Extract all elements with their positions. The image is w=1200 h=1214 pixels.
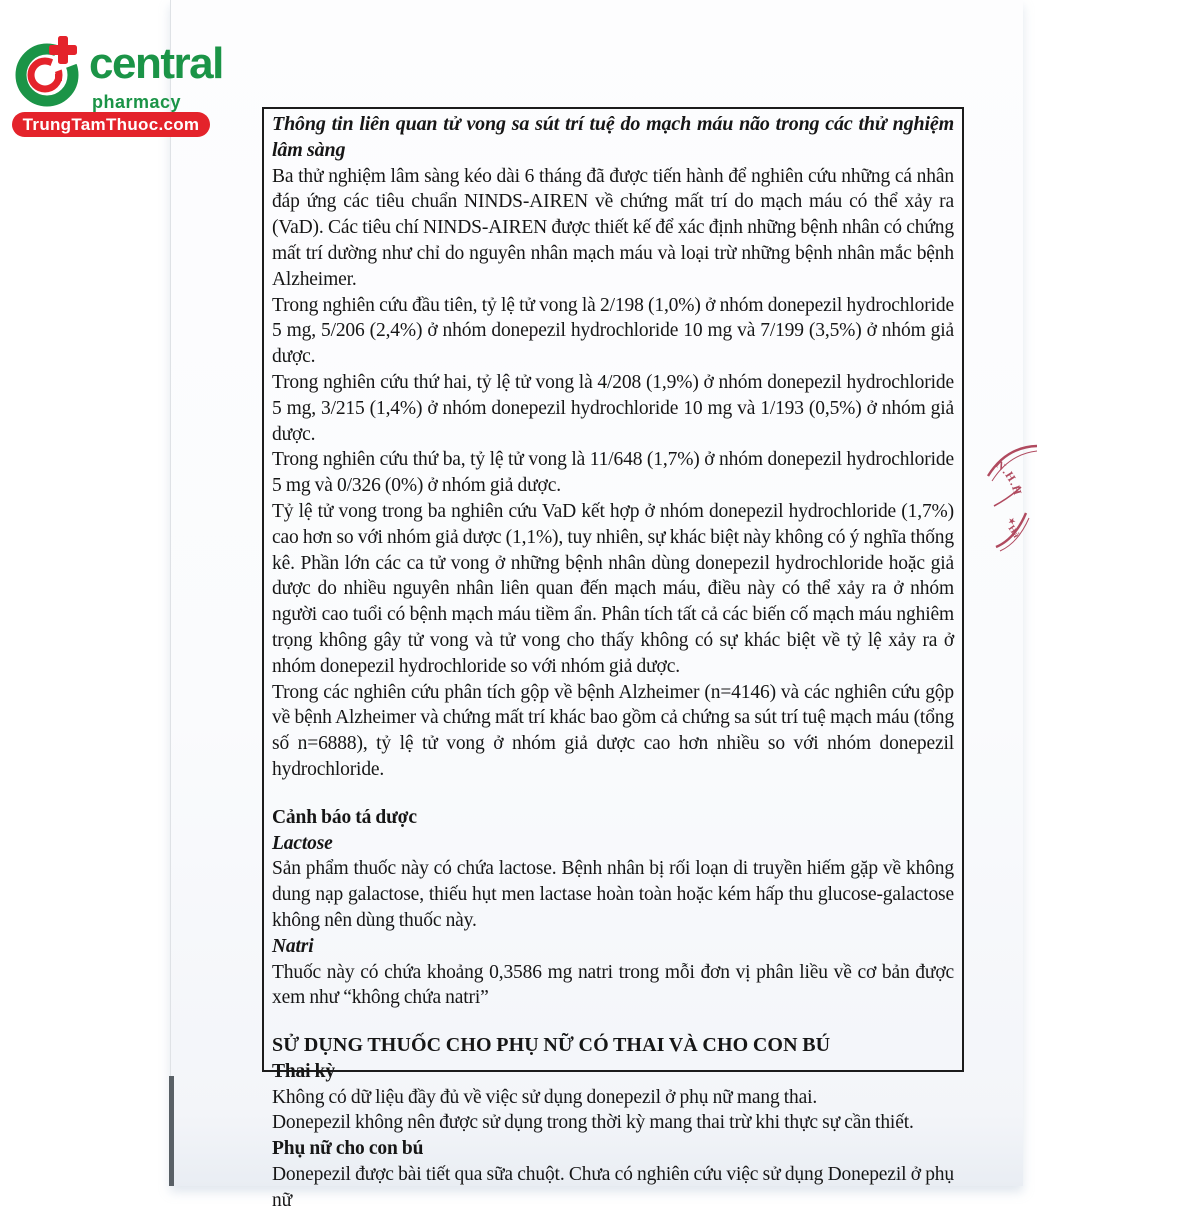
- paragraph: Thuốc này có chứa khoảng 0,3586 mg natri trong mỗi đơn vị phân liều về cơ bản được xem như “không chứa natri”: [272, 961, 954, 1009]
- paragraph: Trong nghiên cứu thứ ba, tỷ lệ tử vong là 11/648 (1,7%) ở nhóm donepezil hydrochloride 5 mg và 0/326 (0%) ở nhóm giả dược.: [272, 449, 954, 497]
- document-heading: Thai kỳ: [272, 1060, 335, 1082]
- paragraph: Ba thử nghiệm lâm sàng kéo dài 6 tháng đã được tiến hành để nghiên cứu những cá nhân đáp ứng các tiêu chuẩn NINDS-AIREN về chứng mất trí do mạch máu có thể xảy ra (VaD). Các tiêu chí NINDS-AIREN được thiết kế để xác định những bệnh nhân có chứng mất trí dường như chỉ do nguyên nhân mạch máu và loại trừ những bệnh nhân mắc bệnh Alzheimer.: [272, 165, 954, 290]
- logo-brand-text: central: [89, 39, 223, 88]
- stamp-initials: N.H.H: [993, 459, 1024, 498]
- paragraph: Tỷ lệ tử vong trong ba nghiên cứu VaD kết hợp ở nhóm donepezil hydrochloride (1,7%) cao hơn so với nhóm giả dược (1,1%), tuy nhiên, sự khác biệt này không có ý nghĩa thống kê. Phần lớn các ca tử vong ở những bệnh nhân dùng donepezil hydrochloride hoặc giả dược do nhiều nguyên nhân liên quan đến mạch máu, điều này có thể xảy ra ở nhóm người cao tuổi có bệnh mạch máu tiềm ẩn. Phân tích tất cả các biến cố mạch máu nghiêm trọng không gây tử vong và tử vong cho thấy không có sự khác biệt về tỷ lệ xảy ra ở nhóm donepezil hydrochloride so với nhóm giả dược.: [272, 500, 954, 677]
- logo-tagline-text: pharmacy: [92, 92, 182, 112]
- paragraph: Donepezil không nên được sử dụng trong thời kỳ mang thai trừ khi thực sự cần thiết.: [272, 1112, 914, 1134]
- document-text-box: [262, 107, 964, 1211]
- central-pharmacy-logo: [0, 0, 240, 150]
- paragraph: Sản phẩm thuốc này có chứa lactose. Bệnh nhân bị rối loạn di truyền hiếm gặp về không dung nạp galactose, thiếu hụt men lactase hoàn toàn hoặc kém hấp thu glucose-galactose không nên dùng thuốc này.: [272, 858, 954, 931]
- scan-edge-shadow: [169, 1076, 174, 1186]
- document-heading: Thông tin liên quan tử vong sa sút trí tuệ do mạch máu não trong các thử nghiệm lâm sàng: [272, 113, 954, 161]
- paragraph: Không có dữ liệu đầy đủ về việc sử dụng donepezil ở phụ nữ mang thai.: [272, 1086, 818, 1108]
- logo-c-icon: [14, 34, 84, 110]
- stamp-seal-icon: [984, 440, 1042, 562]
- paragraph: Trong nghiên cứu đầu tiên, tỷ lệ tử vong là 2/198 (1,0%) ở nhóm donepezil hydrochloride 5 mg, 5/206 (2,4%) ở nhóm donepezil hydrochloride 10 mg và 7/199 (3,5%) ở nhóm giả dược.: [272, 294, 954, 368]
- paragraph: Trong các nghiên cứu phân tích gộp về bệnh Alzheimer (n=4146) và các nghiên cứu gộp về bệnh Alzheimer và chứng mất trí khác bao gồm cả chứng sa sút trí tuệ mạch máu (tổng số n=6888), tỷ lệ tử vong ở nhóm giả dược cao hơn nhiều so với nhóm donepezil hydrochloride.: [272, 681, 954, 780]
- svg-text:N.H.H: [993, 459, 1023, 497]
- logo-site-badge: TrungTamThuoc.com: [12, 112, 210, 137]
- document-heading: Lactose: [272, 832, 333, 854]
- document-heading: Phụ nữ cho con bú: [272, 1138, 424, 1160]
- stamp-secondary-text: Hà: [1005, 523, 1021, 540]
- document-heading: SỬ DỤNG THUỐC CHO PHỤ NỮ CÓ THAI VÀ CHO CON BÚ: [272, 1034, 831, 1057]
- document-heading: Cảnh báo tá dược: [272, 806, 417, 828]
- paragraph: Trong nghiên cứu thứ hai, tỷ lệ tử vong là 4/208 (1,9%) ở nhóm donepezil hydrochloride 5 mg, 3/215 (1,4%) ở nhóm donepezil hydrochloride 10 mg và 1/193 (0,5%) ở nhóm giả dược.: [272, 371, 954, 445]
- paragraph: Donepezil được bài tiết qua sữa chuột. Chưa có nghiên cứu việc sử dụng Donepezil ở phụ nữ: [272, 1164, 954, 1211]
- stamp-star-icon: ★: [1006, 514, 1018, 528]
- document-heading: Natri: [272, 935, 314, 957]
